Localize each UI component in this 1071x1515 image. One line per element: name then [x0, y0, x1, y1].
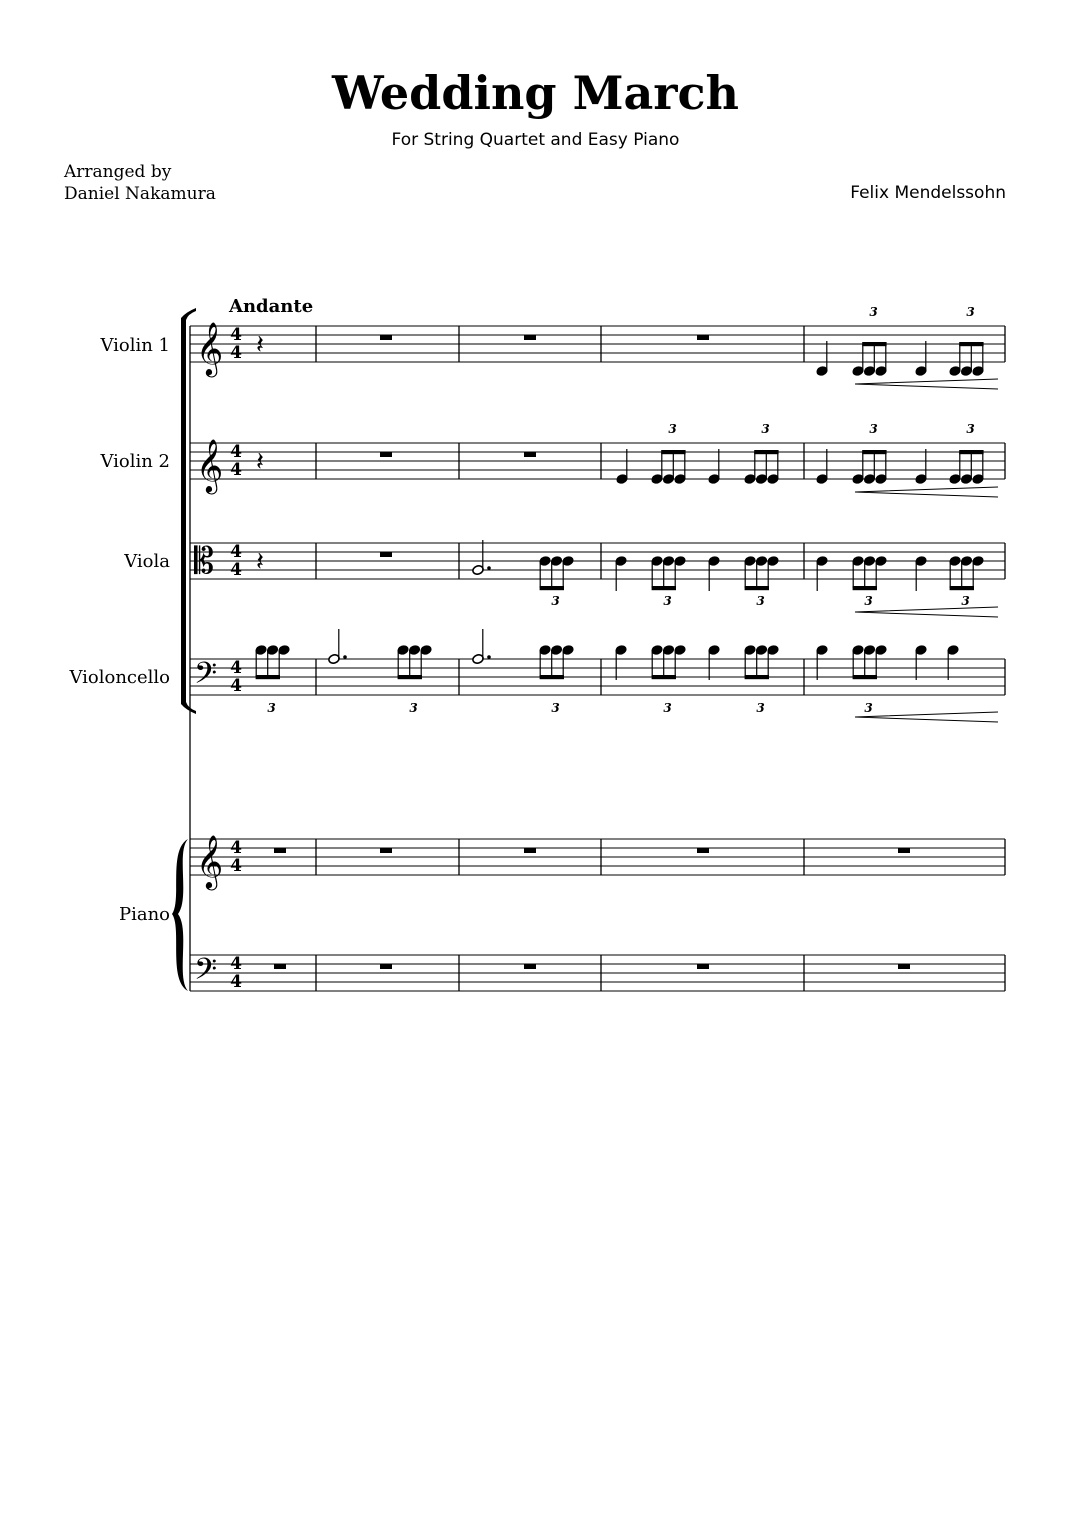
whole-rest — [524, 452, 536, 457]
quarter-rest-icon: 𝄽 — [256, 447, 264, 477]
instrument-name-viola: Viola — [124, 551, 170, 572]
crescendo-hairpin — [855, 712, 998, 722]
whole-rest — [380, 335, 392, 340]
time-signature-numerator: 4 — [230, 442, 242, 462]
tuplet-number: 3 — [869, 422, 878, 436]
whole-rest — [898, 848, 910, 853]
strings-bracket — [181, 318, 186, 704]
time-signature-numerator: 4 — [230, 325, 242, 345]
note-dot — [487, 566, 491, 570]
instrument-name-piano: Piano — [118, 904, 170, 925]
time-signature-numerator: 4 — [230, 658, 242, 678]
tuplet-number: 3 — [966, 422, 975, 436]
bracket-bottom — [181, 702, 196, 714]
note-beam — [540, 586, 564, 590]
time-signature-denominator: 4 — [230, 676, 242, 696]
instrument-name-violoncello: Violoncello — [69, 667, 170, 688]
note-dot — [343, 655, 347, 659]
bracket-top — [181, 308, 196, 320]
note-beam — [754, 450, 778, 454]
treble-clef-icon: 𝄞 — [196, 834, 224, 888]
note-dot — [487, 655, 491, 659]
crescendo-hairpin — [855, 607, 998, 617]
note-beam — [652, 675, 676, 679]
tuplet-number: 3 — [961, 594, 970, 608]
note-beam — [745, 675, 769, 679]
note-beam — [540, 675, 564, 679]
whole-rest — [524, 964, 536, 969]
tuplet-number: 3 — [869, 305, 878, 319]
tuplet-number: 3 — [551, 701, 560, 715]
treble-clef-icon: 𝄞 — [196, 321, 224, 375]
whole-rest — [380, 848, 392, 853]
tuplet-number: 3 — [409, 701, 418, 715]
time-signature-denominator: 4 — [230, 460, 242, 480]
crescendo-hairpin — [855, 487, 998, 497]
music-group — [194, 305, 998, 994]
composer-credit: Felix Mendelssohn — [850, 183, 1006, 203]
tuplet-number: 3 — [966, 305, 975, 319]
tuplet-number: 3 — [864, 701, 873, 715]
note-beam — [853, 675, 877, 679]
time-signature-numerator: 4 — [230, 542, 242, 562]
tuplet-number: 3 — [756, 701, 765, 715]
whole-rest — [697, 848, 709, 853]
tuplet-number: 3 — [267, 701, 276, 715]
note-beam — [661, 450, 685, 454]
tuplet-number: 3 — [864, 594, 873, 608]
note-beam — [950, 586, 974, 590]
whole-rest — [380, 452, 392, 457]
whole-rest — [524, 848, 536, 853]
note-beam — [745, 586, 769, 590]
tuplet-number: 3 — [663, 701, 672, 715]
note-beam — [862, 450, 886, 454]
arranger-label: Arranged by — [64, 162, 172, 182]
time-signature-denominator: 4 — [230, 343, 242, 363]
whole-rest — [524, 335, 536, 340]
time-signature-denominator: 4 — [230, 856, 242, 876]
treble-clef-icon: 𝄞 — [196, 438, 224, 492]
tuplet-number: 3 — [756, 594, 765, 608]
tuplet-number: 3 — [551, 594, 560, 608]
time-signature-denominator: 4 — [230, 972, 242, 992]
note-beam — [853, 586, 877, 590]
whole-rest — [898, 964, 910, 969]
note-beam — [256, 675, 280, 679]
tuplet-number: 3 — [761, 422, 770, 436]
whole-rest — [380, 964, 392, 969]
note-beam — [862, 342, 886, 346]
instrument-name-violin-2: Violin 2 — [100, 451, 170, 472]
time-signature-numerator: 4 — [230, 838, 242, 858]
crescendo-hairpin — [855, 379, 998, 389]
piano-brace — [172, 839, 188, 991]
tempo-marking: Andante — [229, 296, 314, 317]
whole-rest — [697, 335, 709, 340]
quarter-rest-icon: 𝄽 — [256, 547, 264, 577]
alto-clef-icon: 𝄡 — [194, 541, 215, 582]
whole-rest — [274, 964, 286, 969]
note-beam — [959, 342, 983, 346]
note-beam — [959, 450, 983, 454]
arranger-name: Daniel Nakamura — [64, 184, 216, 204]
time-signature-numerator: 4 — [230, 954, 242, 974]
score-subtitle: For String Quartet and Easy Piano — [391, 130, 680, 150]
note-beam — [398, 675, 422, 679]
tuplet-number: 3 — [668, 422, 677, 436]
instrument-name-violin-1: Violin 1 — [100, 335, 170, 356]
score-title: Wedding March — [331, 66, 739, 120]
whole-rest — [380, 552, 392, 557]
bass-clef-icon: 𝄢 — [194, 953, 218, 994]
bass-clef-icon: 𝄢 — [194, 657, 218, 698]
time-signature-denominator: 4 — [230, 560, 242, 580]
whole-rest — [274, 848, 286, 853]
tuplet-number: 3 — [663, 594, 672, 608]
note-beam — [652, 586, 676, 590]
whole-rest — [697, 964, 709, 969]
quarter-rest-icon: 𝄽 — [256, 330, 264, 360]
